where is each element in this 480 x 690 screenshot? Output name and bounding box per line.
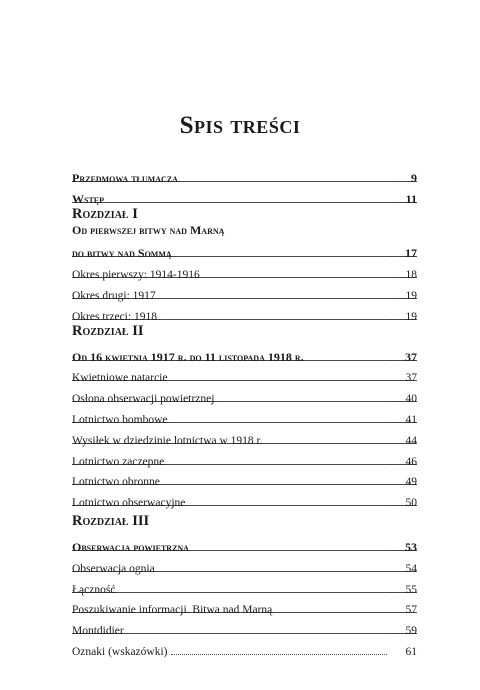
dot-leader — [128, 613, 387, 634]
toc-entry-label: Obserwacja powietrzna — [72, 539, 189, 554]
dot-leader — [193, 530, 387, 551]
toc-entry-page: 19 — [405, 289, 417, 302]
toc-entry-label: Od 16 kwietnia 1917 r. do 11 listopada 1918 r. — [72, 349, 304, 364]
dot-leader — [168, 444, 387, 465]
chapter-1-subtitle-entry[interactable] — [72, 237, 417, 261]
toc-entry-label: Lotnictwo obronne — [72, 476, 160, 489]
toc-entry-page: 59 — [405, 625, 417, 638]
dot-leader — [159, 551, 387, 572]
toc-entry-page: 40 — [405, 393, 417, 406]
toc-entry-label: Łączność — [72, 583, 116, 596]
toc-entry-label: Obserwacja ognia — [72, 562, 155, 575]
toc-entry-page: 55 — [405, 583, 417, 596]
chapter-1-subtitle-line1: Od pierwszej bitwy nad Marną — [72, 222, 225, 237]
dot-leader — [119, 572, 387, 593]
toc-entry-page: 19 — [405, 310, 417, 323]
dot-leader — [204, 257, 387, 278]
toc-entry[interactable] — [72, 593, 417, 617]
dot-leader — [171, 634, 387, 655]
toc-entry[interactable] — [72, 572, 417, 596]
toc-entry-page: 37 — [405, 372, 417, 385]
toc-entry-page: 61 — [405, 645, 417, 658]
chapter-2-heading: Rozdział II — [72, 322, 144, 339]
chapter-3-heading: Rozdział III — [72, 513, 150, 530]
page-title: Spis treści — [179, 112, 301, 139]
toc-entry-label: Kwietniowe natarcie — [72, 372, 168, 385]
toc-entry-page: 57 — [405, 604, 417, 617]
toc-entry-page: 11 — [405, 191, 417, 206]
toc-entry-label: Lotnictwo zaczepne — [72, 455, 165, 468]
dot-leader — [161, 299, 387, 320]
toc-entry-label: Okres drugi: 1917 — [72, 289, 156, 302]
toc-entry-page: 49 — [405, 476, 417, 489]
toc-entry-label: Lotnictwo obserwacyjne — [72, 497, 186, 510]
toc-entry-label: Montdidier — [72, 625, 124, 638]
toc-entry-page: 46 — [405, 455, 417, 468]
dot-leader — [267, 423, 387, 444]
table-of-contents — [72, 161, 417, 658]
toc-entry-label: Lotnictwo bombowe — [72, 413, 168, 426]
toc-entry-label: Oznaki (wskazówki) — [72, 645, 168, 658]
dot-leader — [308, 340, 387, 361]
toc-entry-label: Poszukiwanie informacji. Bitwa nad Marną — [72, 604, 273, 617]
dot-leader — [160, 278, 387, 299]
dot-leader — [176, 237, 387, 258]
toc-entry-page: 50 — [405, 497, 417, 510]
toc-entry-page: 9 — [411, 170, 417, 185]
toc-entry-label: Przedmowa tłumacza — [72, 170, 178, 185]
dot-leader — [189, 485, 387, 506]
toc-entry-page: 18 — [405, 269, 417, 282]
toc-entry-page: 17 — [405, 246, 417, 261]
toc-entry-label: do bitwy nad Sommą — [72, 246, 172, 261]
toc-entry-label: Wstęp — [72, 191, 105, 206]
dot-leader — [164, 465, 387, 486]
dot-leader — [172, 402, 388, 423]
toc-entry-page: 53 — [405, 539, 417, 554]
dot-leader — [276, 593, 387, 614]
dot-leader — [218, 381, 387, 402]
toc-entry-page: 44 — [405, 434, 417, 447]
chapter-2-subtitle-entry[interactable] — [72, 340, 417, 364]
toc-entry-preface[interactable] — [72, 161, 417, 185]
chapter-1-heading: Rozdział I — [72, 205, 138, 222]
chapter-3-subtitle-entry[interactable] — [72, 530, 417, 554]
toc-entry-label: Okres pierwszy: 1914-1916 — [72, 269, 200, 282]
dot-leader — [182, 161, 387, 182]
dot-leader — [171, 361, 387, 382]
toc-entry-page: 54 — [405, 562, 417, 575]
toc-entry-label: Wysiłek w dziedzinie lotnictwa w 1918 r. — [72, 434, 263, 447]
toc-entry-page: 37 — [405, 349, 417, 364]
toc-entry-page: 41 — [405, 413, 417, 426]
toc-entry-label: Osłona obserwacji powietrznej — [72, 393, 215, 406]
dot-leader — [108, 182, 387, 203]
toc-entry-introduction[interactable] — [72, 182, 417, 206]
toc-entry-label: Okres trzeci: 1918 — [72, 310, 157, 323]
